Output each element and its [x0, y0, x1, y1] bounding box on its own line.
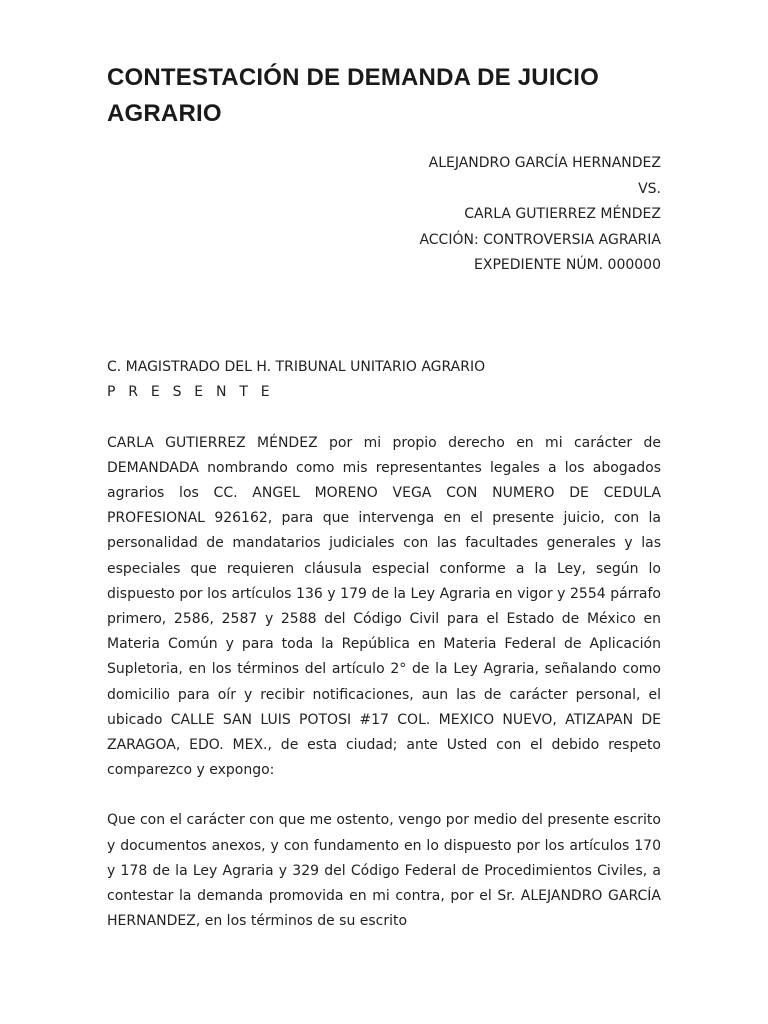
document-title: CONTESTACIÓN DE DEMANDA DE JUICIO AGRARIO	[107, 64, 599, 127]
addressee-block	[107, 355, 661, 406]
defendant-name: CARLA GUTIERREZ MÉNDEZ	[464, 206, 661, 222]
body-paragraph-appearance: CARLA GUTIERREZ MÉNDEZ por mi propio derecho en mi carácter de DEMANDADA nombrando como mis representantes legales a los abogados agrarios los CC. ANGEL MORENO VEGA CON NUMERO DE CEDULA PROFESIONAL 926162, para que intervenga en el presente juicio, con la personalidad de mandatarios judiciales con las facultades generales y las especiales que requieren cláusula especial conforme a la Ley, según lo dispuesto por los artículos 136 y 179 de la Ley Agraria en vigor y 2554 párrafo primero, 2586, 2587 y 2588 del Código Civil para el Estado de México en Materia Común y para toda la República en Materia Federal de Aplicación Supletoria, en los términos del artículo 2° de la Ley Agraria, señalando como domicilio para oír y recibir notificaciones, aun las de carácter personal, el ubicado CALLE SAN LUIS POTOSI #17 COL. MEXICO NUEVO, ATIZAPAN DE ZARAGOA, EDO. MEX., de esta ciudad; ante Usted con el debido respeto comparezco y expongo:	[107, 434, 661, 779]
file-number: EXPEDIENTE NÚM. 000000	[474, 257, 661, 273]
addressee-line: C. MAGISTRADO DEL H. TRIBUNAL UNITARIO AGRARIO	[107, 358, 486, 375]
action-label: ACCIÓN: CONTROVERSIA AGRARIA	[419, 231, 661, 248]
versus-label: VS.	[638, 180, 661, 197]
body-paragraph-response: Que con el carácter con que me ostento, vengo por medio del presente escrito y documentos anexos, y con fundamento en lo dispuesto por los artículos 170 y 178 de la Ley Agraria y 329 del Código Federal de Procedimientos Civiles, a contestar la demanda promovida en mi contra, por el Sr. ALEJANDRO GARCÍA HERNANDEZ, en los términos de su escrito	[107, 812, 661, 930]
plaintiff-name: ALEJANDRO GARCÍA HERNANDEZ	[428, 155, 661, 171]
presente-line: P R E S E N T E	[107, 384, 274, 400]
case-caption	[107, 151, 661, 279]
document-page	[107, 60, 661, 934]
